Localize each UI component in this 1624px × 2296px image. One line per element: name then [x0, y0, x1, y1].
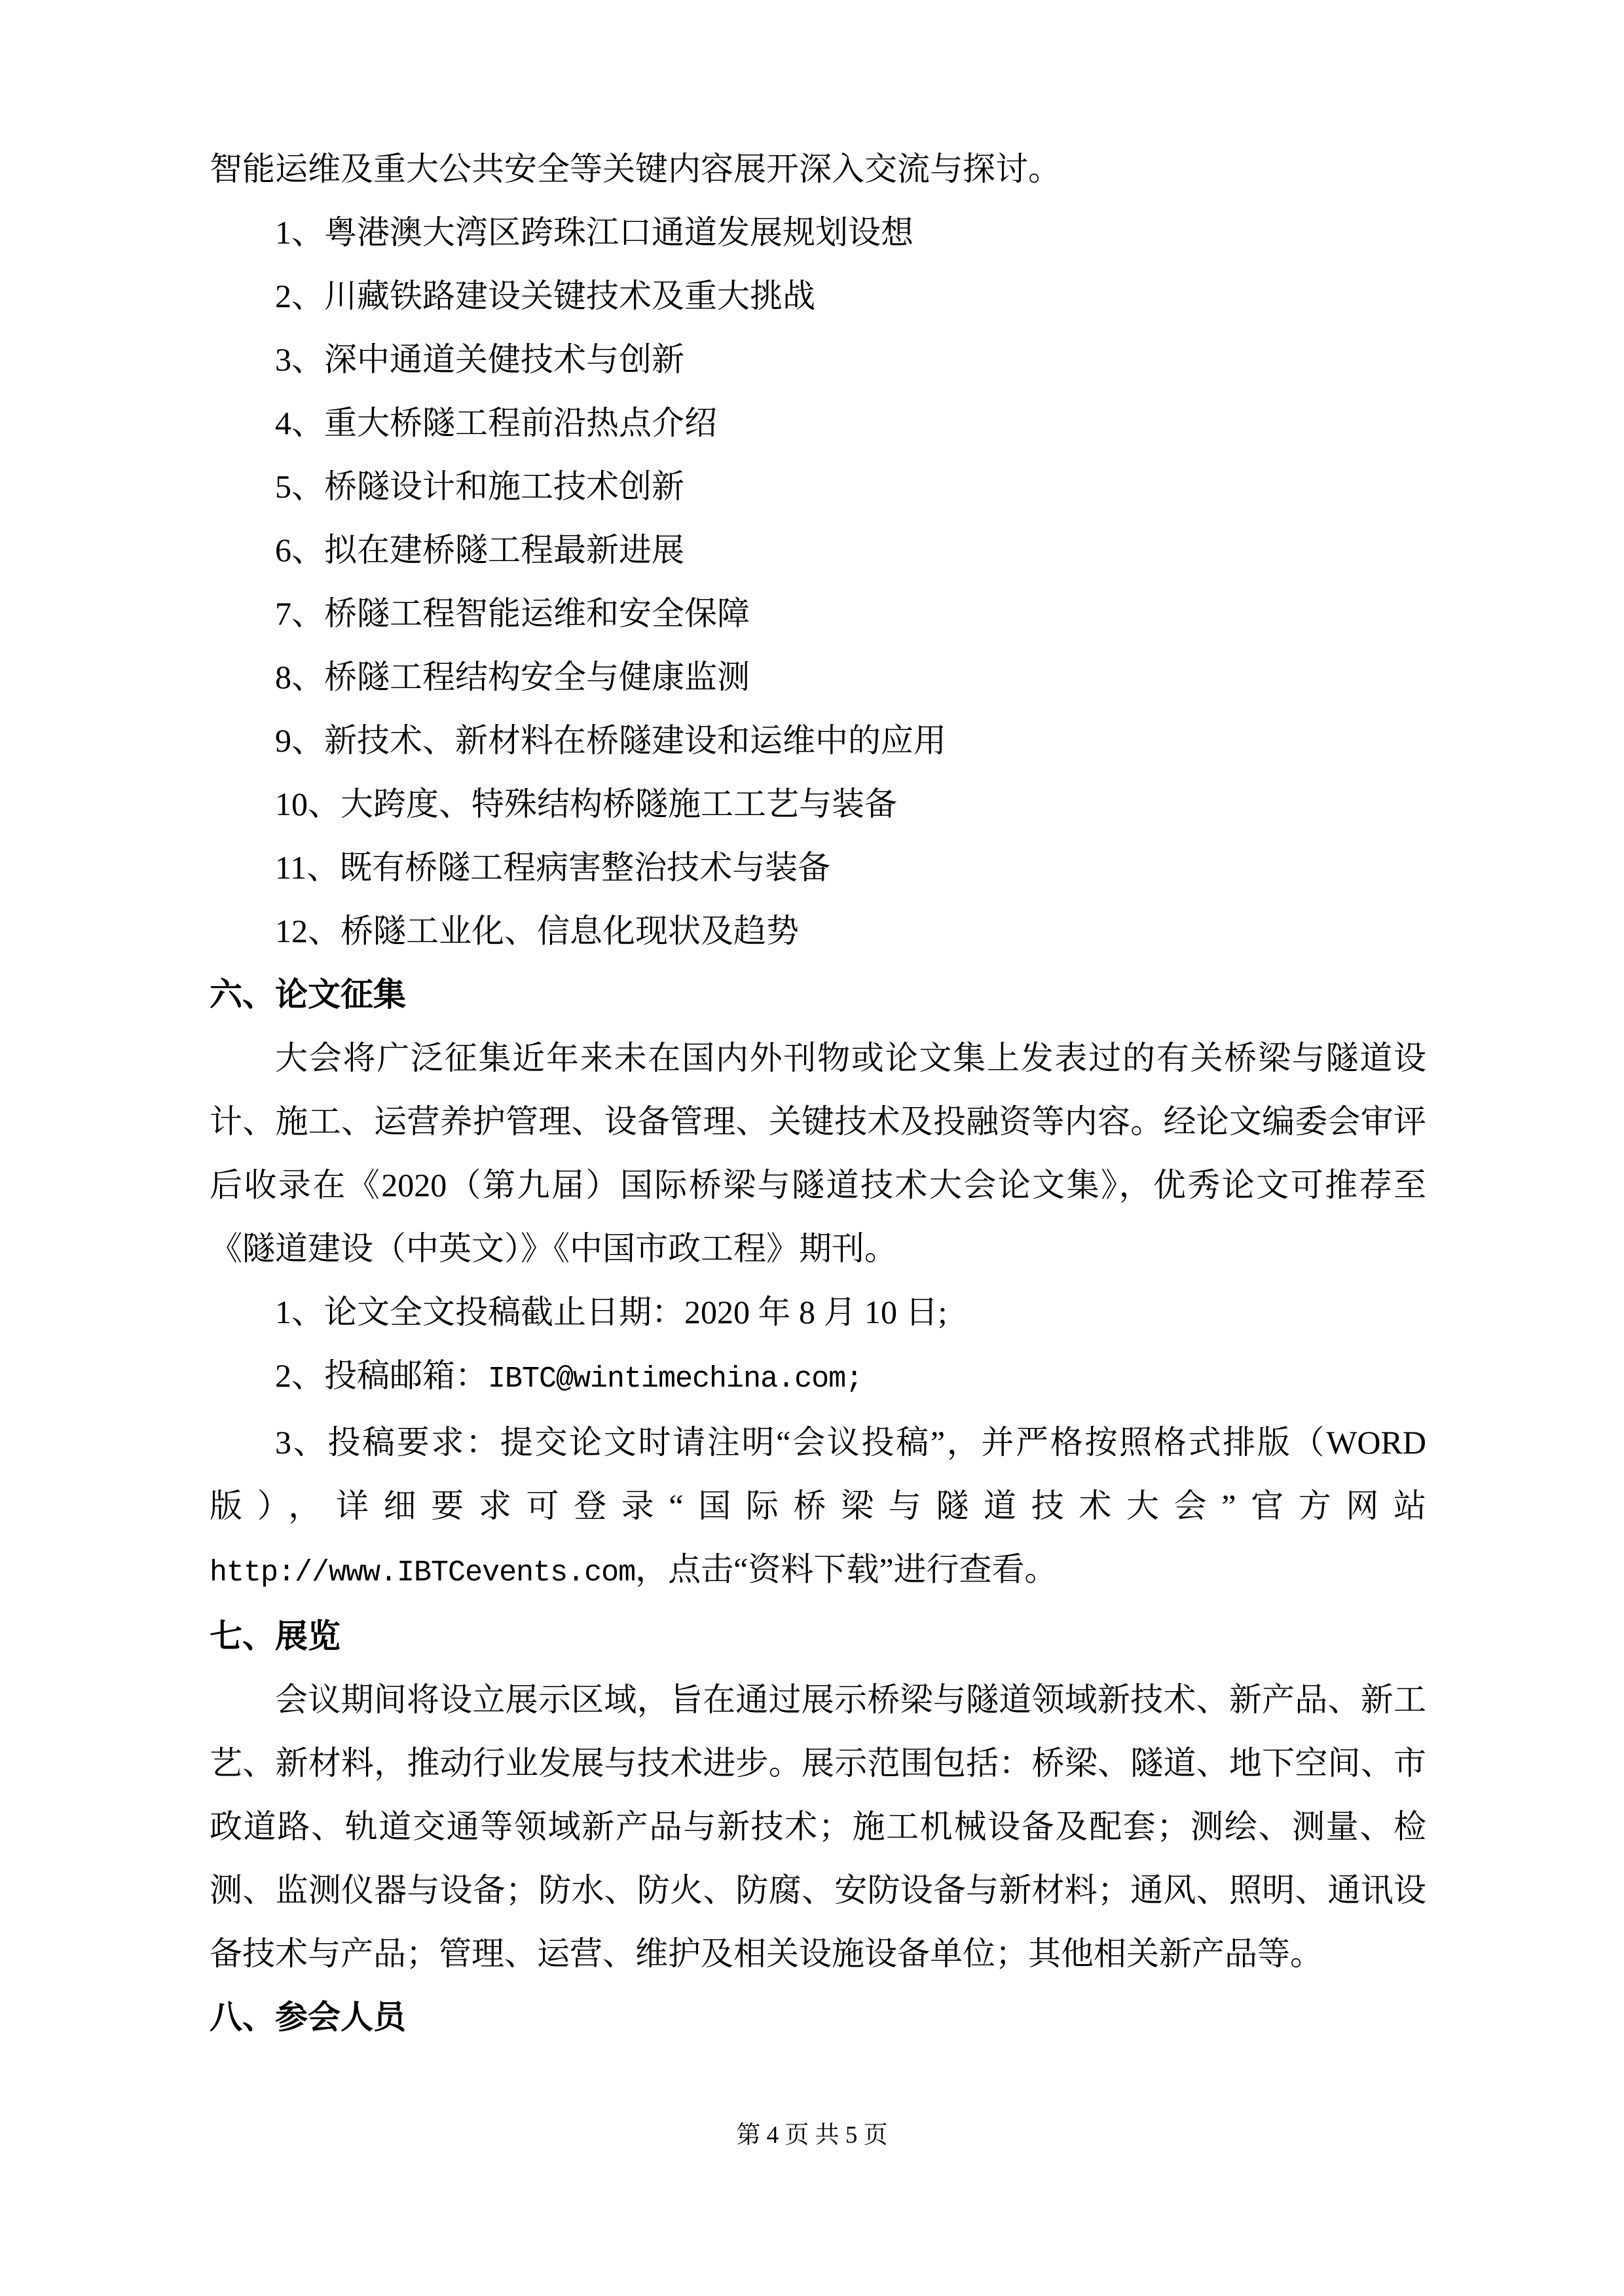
- topic-item-4: 4、重大桥隧工程前沿热点介绍: [275, 405, 717, 441]
- topic-item-7: 7、桥隧工程智能运维和安全保障: [275, 595, 750, 632]
- section-heading-attendees: 八、参会人员: [210, 1999, 406, 2035]
- topic-item-6: 6、拟在建桥隧工程最新进展: [275, 532, 684, 568]
- topic-item-10: 10、大跨度、特殊结构桥隧施工工艺与装备: [275, 786, 897, 822]
- papers-item-email: [210, 1344, 1426, 1411]
- topic-item-1: 1、粤港澳大湾区跨珠江口通道发展规划设想: [275, 214, 913, 251]
- exhibition-paragraph: 会议期间将设立展示区域，旨在通过展示桥梁与隧道领域新技术、新产品、新工艺、新材料，推动行业发展与技术进步。展示范围包括：桥梁、隧道、地下空间、市政道路、轨道交通等领域新产品与新技术；施工机械设备及配套；测绘、测量、检测、监测仪器与设备；防水、防火、防腐、安防设备与新材料；通风、照明、通讯设备技术与产品；管理、运营、维护及相关设施设备单位；其他相关新产品等。: [210, 1681, 1426, 1972]
- intro-paragraph: 智能运维及重大公共安全等关键内容展开深入交流与探讨。: [210, 151, 1061, 187]
- papers-paragraph: 大会将广泛征集近年来未在国内外刊物或论文集上发表过的有关桥梁与隧道设计、施工、运营养护管理、设备管理、关键技术及投融资等内容。经论文编委会审评后收录在《2020（第九届）国际桥梁与隧道技术大会论文集》，优秀论文可推荐至《隧道建设（中英文）》《中国市政工程》期刊。: [210, 1040, 1426, 1267]
- papers-item-requirements-text: 3、投稿要求：提交论文时请注明“会议投稿”，并严格按照格式排版（WORD版），详细要求可登录“国际桥梁与隧道技术大会”官方网站: [210, 1424, 1426, 1524]
- topic-item-3: 3、深中通道关健技术与创新: [275, 341, 684, 378]
- section-heading-papers: 六、论文征集: [210, 976, 406, 1013]
- section-heading-exhibition: 七、展览: [210, 1618, 341, 1654]
- papers-item-requirements: [210, 1411, 1426, 1605]
- submission-email-address: IBTC@wintimechina.com;: [488, 1362, 863, 1396]
- papers-item-requirements-tail: ，点击“资料下载”进行查看。: [635, 1551, 1058, 1588]
- papers-item-email-label: 2、投稿邮箱：: [275, 1357, 488, 1394]
- topic-item-8: 8、桥隧工程结构安全与健康监测: [275, 659, 750, 695]
- topic-item-11: 11、既有桥隧工程病害整治技术与装备: [275, 849, 831, 886]
- topic-item-12: 12、桥隧工业化、信息化现状及趋势: [275, 913, 799, 949]
- page-body: [210, 137, 1426, 2049]
- papers-item-deadline: 1、论文全文投稿截止日期：2020 年 8 月 10 日;: [275, 1294, 948, 1330]
- conference-website-url: http://www.IBTCevents.com: [210, 1556, 636, 1590]
- topic-item-9: 9、新技术、新材料在桥隧建设和运维中的应用: [275, 722, 946, 759]
- topic-item-2: 2、川藏铁路建设关键技术及重大挑战: [275, 278, 815, 314]
- topic-item-5: 5、桥隧设计和施工技术创新: [275, 468, 684, 505]
- page-number-footer: 第 4 页 共 5 页: [736, 2122, 888, 2149]
